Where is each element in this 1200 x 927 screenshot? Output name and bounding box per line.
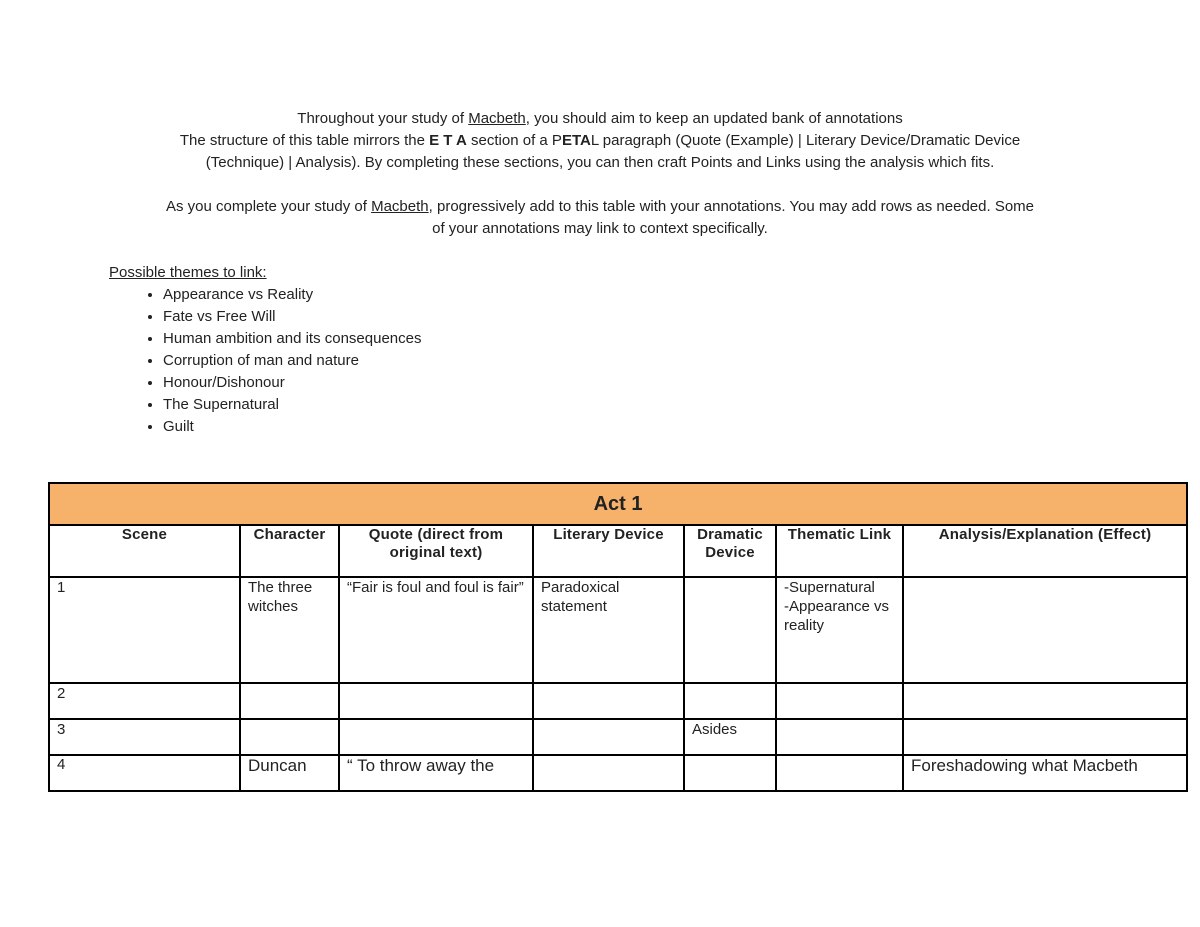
intro-line-3: (Technique) | Analysis). By completing these sections, you can then craft Points and Links using the analysis which fits. bbox=[205, 154, 995, 171]
header-character: Character bbox=[240, 525, 339, 577]
intro-line-4 bbox=[100, 196, 1100, 218]
header-quote: Quote (direct from original text) bbox=[339, 525, 533, 577]
theme-item: • The Supernatural bbox=[163, 394, 422, 416]
cell-analysis[interactable] bbox=[903, 683, 1187, 719]
intro-line-4-post: , progressively add to this table with your annotations. You may add rows as needed. Some bbox=[428, 198, 1035, 215]
themes-list bbox=[109, 284, 422, 438]
cell-character[interactable]: The three witches bbox=[240, 577, 339, 683]
theme-item: • Fate vs Free Will bbox=[163, 306, 422, 328]
theme-item: • Corruption of man and nature bbox=[163, 350, 422, 372]
theme-item: • Honour/Dishonour bbox=[163, 372, 422, 394]
cell-dramatic-device[interactable] bbox=[684, 755, 776, 791]
cell-scene[interactable]: 2 bbox=[49, 683, 240, 719]
cell-scene[interactable]: 4 bbox=[49, 755, 240, 791]
cell-thematic-link[interactable]: -Supernatural -Appearance vs reality bbox=[776, 577, 903, 683]
act-1-table bbox=[48, 482, 1188, 792]
themes-title: Possible themes to link: bbox=[109, 264, 267, 281]
table-header-row bbox=[49, 525, 1187, 577]
theme-item: • Guilt bbox=[163, 416, 422, 438]
cell-character[interactable]: Duncan bbox=[240, 755, 339, 791]
cell-literary-device[interactable] bbox=[533, 755, 684, 791]
intro-line-2-post: L paragraph (Quote (Example) | Literary Device/Dramatic Device bbox=[590, 132, 1021, 149]
cell-thematic-link[interactable] bbox=[776, 755, 903, 791]
macbeth-title: Macbeth bbox=[468, 110, 526, 127]
cell-dramatic-device[interactable]: Asides bbox=[684, 719, 776, 755]
cell-quote[interactable] bbox=[339, 683, 533, 719]
cell-thematic-link[interactable] bbox=[776, 719, 903, 755]
cell-scene[interactable]: 1 bbox=[49, 577, 240, 683]
intro-line-1-pre: Throughout your study of bbox=[297, 110, 469, 127]
cell-dramatic-device[interactable] bbox=[684, 577, 776, 683]
petal-eta-bold: ETA bbox=[561, 132, 591, 149]
intro-line-1-post: , you should aim to keep an updated bank of annotations bbox=[525, 110, 903, 127]
table-row bbox=[49, 755, 1187, 791]
themes-section bbox=[109, 262, 422, 438]
intro-text bbox=[100, 108, 1100, 240]
intro-line-5: of your annotations may link to context specifically. bbox=[432, 220, 768, 237]
cell-analysis[interactable] bbox=[903, 577, 1187, 683]
act-title: Act 1 bbox=[49, 483, 1187, 525]
intro-line-1 bbox=[100, 108, 1100, 130]
table-row bbox=[49, 577, 1187, 683]
intro-line-2-pre: The structure of this table mirrors the bbox=[179, 132, 430, 149]
macbeth-title-2: Macbeth bbox=[371, 198, 429, 215]
header-analysis: Analysis/Explanation (Effect) bbox=[903, 525, 1187, 577]
header-dramatic-device: Dramatic Device bbox=[684, 525, 776, 577]
intro-line-2-mid: section of a P bbox=[466, 132, 562, 149]
eta-bold: E T A bbox=[429, 132, 467, 149]
cell-character[interactable] bbox=[240, 719, 339, 755]
cell-character[interactable] bbox=[240, 683, 339, 719]
header-thematic-link: Thematic Link bbox=[776, 525, 903, 577]
theme-item: • Human ambition and its consequences bbox=[163, 328, 422, 350]
table-row bbox=[49, 719, 1187, 755]
intro-line-4-pre: As you complete your study of bbox=[165, 198, 372, 215]
cell-thematic-link[interactable] bbox=[776, 683, 903, 719]
cell-quote[interactable] bbox=[339, 719, 533, 755]
cell-literary-device[interactable]: Paradoxical statement bbox=[533, 577, 684, 683]
table-row bbox=[49, 683, 1187, 719]
cell-literary-device[interactable] bbox=[533, 683, 684, 719]
cell-quote[interactable]: “ To throw away the bbox=[339, 755, 533, 791]
intro-line-2 bbox=[100, 130, 1100, 152]
theme-item: • Appearance vs Reality bbox=[163, 284, 422, 306]
cell-quote[interactable]: “Fair is foul and foul is fair” bbox=[339, 577, 533, 683]
cell-analysis[interactable]: Foreshadowing what Macbeth bbox=[903, 755, 1187, 791]
cell-analysis[interactable] bbox=[903, 719, 1187, 755]
cell-literary-device[interactable] bbox=[533, 719, 684, 755]
cell-scene[interactable]: 3 bbox=[49, 719, 240, 755]
cell-dramatic-device[interactable] bbox=[684, 683, 776, 719]
header-literary-device: Literary Device bbox=[533, 525, 684, 577]
header-scene: Scene bbox=[49, 525, 240, 577]
